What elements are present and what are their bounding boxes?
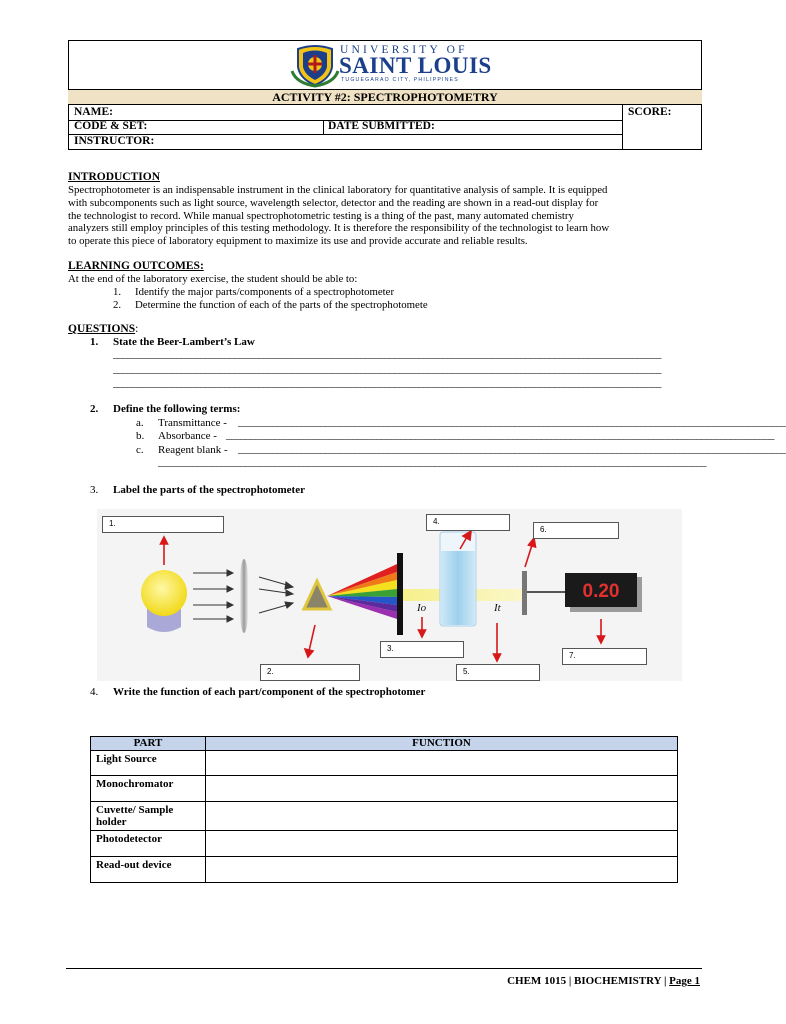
question-1-text: State the Beer-Lambert’s Law [113,336,255,348]
photodetector-plate [522,571,527,615]
label-7: 7. [569,651,576,660]
outcome-number: 1. [113,286,122,298]
diagram-label-box[interactable] [426,514,510,531]
table-row [91,857,678,883]
readout-value: 0.20 [582,581,620,602]
footer-course: CHEM 1015 | BIOCHEMISTRY | [507,975,670,987]
introduction-line: the technologist to record. While manual spectrophotometric testing is a thing of the past, many automated chemistry [68,209,574,222]
term-answer-line[interactable]: _________________________________________________________________________________________________________________ [226,430,775,441]
table-header-row [91,737,678,751]
answer-line[interactable]: _________________________________________________________________________________________________________________ [113,378,662,389]
function-cell[interactable] [206,751,678,776]
part-cell: Cuvette/ Sample holder [91,802,206,831]
table-row [91,776,678,802]
university-logo [290,43,340,87]
diagram-label-box[interactable] [260,664,360,681]
term-answer-line[interactable]: _________________________________________________________________________________________________________________ [238,417,786,428]
term-letter: b. [136,430,145,442]
table-row [91,831,678,857]
question-1-number: 1. [90,336,99,348]
it-label: It [494,602,501,614]
part-cell: Read-out device [91,857,206,883]
outcome-text: Identify the major parts/components of a spectrophotometer [135,286,395,298]
io-label: Io [417,602,427,614]
university-city: TUGUEGARAO CITY, PHILIPPINES [341,77,459,83]
learning-outcomes-intro: At the end of the laboratory exercise, the student should be able to: [68,273,358,285]
diagram-label-box[interactable] [380,641,464,658]
term-label: Transmittance - [158,417,227,429]
activity-title: ACTIVITY #2: SPECTROPHOTOMETRY [68,89,702,105]
function-table [90,736,678,883]
name-field-label: NAME: [74,106,113,118]
term-answer-line[interactable]: _________________________________________________________________________________________________________________ [158,457,707,468]
introduction-line: to operate this piece of laboratory equipment to maximize its use and provide accurate and reliable results. [68,235,528,248]
questions-heading-colon: : [135,323,139,335]
question-3-number: 3. [90,484,99,496]
diagram-label-box[interactable] [456,664,540,681]
university-name-line1: UNIVERSITY OF [340,44,468,56]
page-footer [507,975,700,987]
term-label: Reagent blank - [158,444,228,456]
question-4-number: 4. [90,686,99,698]
header-divider [622,105,623,150]
questions-heading-text: QUESTIONS [68,323,136,335]
term-answer-line[interactable]: _________________________________________________________________________________________________________________ [238,444,786,455]
answer-line[interactable]: _________________________________________________________________________________________________________________ [113,349,662,360]
function-cell[interactable] [206,802,678,831]
footer-rule [66,968,702,969]
table-row [91,802,678,831]
question-4-text: Write the function of each part/component of the spectrophotomer [113,686,426,698]
exit-slit [397,553,403,635]
column-header-part: PART [91,737,206,751]
date-submitted-field-label: DATE SUBMITTED: [328,120,435,132]
label-6: 6. [540,525,547,534]
function-cell[interactable] [206,776,678,802]
part-cell: Monochromator [91,776,206,802]
score-field-label: SCORE: [628,106,672,118]
collimating-lens [239,559,249,633]
label-2: 2. [267,667,274,676]
outcome-number: 2. [113,299,122,311]
diagram-label-box[interactable] [102,516,224,533]
light-source-bulb [141,570,187,632]
instructor-field-label: INSTRUCTOR: [74,135,155,147]
outcome-text: Determine the function of each of the parts of the spectrophotomete [135,299,428,311]
university-name-line2: SAINT LOUIS [339,53,492,78]
code-set-field-label: CODE & SET: [74,120,148,132]
introduction-line: Spectrophotometer is an indispensable instrument in the clinical laboratory for quantitative analysis of sample. It is equipped [68,184,608,196]
part-cell: Light Source [91,751,206,776]
term-letter: c. [136,444,144,456]
label-4: 4. [433,517,440,526]
answer-line[interactable]: _________________________________________________________________________________________________________________ [113,364,662,375]
seal-icon [290,43,340,87]
column-header-function: FUNCTION [206,737,678,751]
questions-heading [68,323,138,335]
question-2-text: Define the following terms: [113,403,241,415]
term-label: Absorbance - [158,430,217,442]
introduction-line: analyzers still employ principles of this testing methodology. It is therefore the responsibility of the technologist to learn how [68,222,610,235]
introduction-paragraph [68,184,708,248]
function-cell[interactable] [206,831,678,857]
introduction-line: with subcomponents such as light source, wavelength selector, detector and the reading are shown in a read-out display for [68,196,599,209]
table-row [91,751,678,776]
header-divider [323,120,324,134]
diagram-label-box[interactable] [533,522,619,539]
cuvette [440,532,476,626]
label-1: 1. [109,519,116,528]
question-2-number: 2. [90,403,99,415]
diagram-label-box[interactable] [562,648,647,665]
footer-page-number: Page 1 [669,975,700,987]
label-5: 5. [463,667,470,676]
label-3: 3. [387,644,394,653]
introduction-heading: INTRODUCTION [68,171,161,183]
question-3-text: Label the parts of the spectrophotometer [113,484,305,496]
term-letter: a. [136,417,144,429]
function-cell[interactable] [206,857,678,883]
part-cell: Photodetector [91,831,206,857]
learning-outcomes-heading: LEARNING OUTCOMES: [68,260,204,272]
